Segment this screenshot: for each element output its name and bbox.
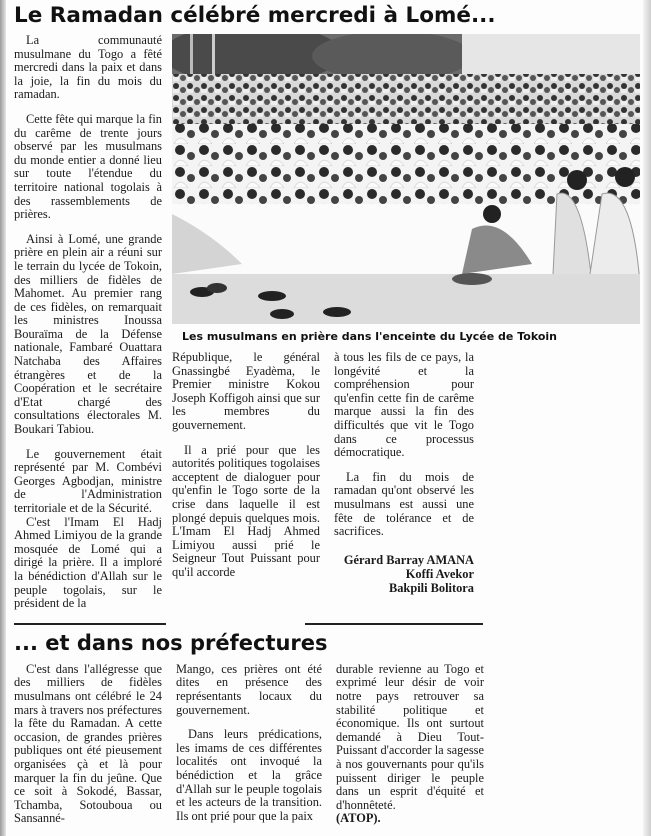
section-divider-right [305,623,483,625]
paragraph: République, le général Gnassingbé Eyadèma, le Premier ministre Kokou Joseph Koffigoh ainsi que sur les membres du gouvernement. [172,350,320,432]
author-name: Gérard Barray AMANA [343,552,474,567]
author-name: Koffi Avekor [405,566,474,581]
news-agency-source: (ATOP). [336,811,381,826]
article2-column-1 [14,663,162,826]
section-divider [14,619,639,629]
article-headline: Le Ramadan célébré mercredi à Lomé... [14,3,496,28]
article1-column-3 [334,351,474,539]
paragraph: C'est dans l'allégresse que des milliers de fidèles musulmans ont célébré le 24 mars à travers nos préfectures la fête du Ramadan. A cette occasion, de grandes prières publiques ont été pieusement organisées çà et là pour marquer la fin du jeûne. Que ce soit à Sokodé, Bassar, Tchamba, Sotouboua ou Sansanné- [14,661,162,826]
article1-column-3-wrap [334,351,474,595]
article1-column-2 [172,351,320,595]
article1-body [14,34,639,611]
article1-column-1 [14,34,162,611]
article2-column-3 [336,663,484,826]
article2-headline: ... et dans nos préfectures [14,630,328,655]
paragraph: à tous les fils de ce pays, la longévité et la compréhension pour qu'enfin cette fin de carême marque aussi la fin des difficultés que vit le Togo dans ce processus démocratique. [334,350,474,460]
paragraph: Le gouvernement était représenté par M. Combévi Georges Agbodjan, ministre de l'Administration territoriale et de la Sécurité. [14,446,162,515]
article2-body [14,663,639,826]
crowd-prayer-photo [172,34,640,324]
paragraph: Mango, ces prières ont été dites en présence des représentants locaux du gouvernement. [176,661,322,717]
paragraph: Dans leurs prédications, les imams de ces différentes localités ont invoqué la bénédiction et la grâce d'Allah sur le peuple togolais et les acteurs de la transition. Ils ont prié pour que la paix [176,727,322,823]
paragraph: La communauté musulmane du Togo a fêté mercredi dans la paix et dans la joie, la fin du mois du ramadan. [14,33,162,102]
paragraph: La fin du mois de ramadan qu'ont observé les musulmans est aussi une fête de tolérance et de sacrifices. [334,469,474,539]
paragraph: Il a prié pour que les autorités politiques togolaises acceptent de dialoguer pour qu'enfin le Togo sorte de la crise dans laquelle il est plongé depuis quelques mois. L'Imam El Hadj Ahmed Limiyou aussi prié le Seigneur Tout Puissant pour qu'il accorde [172,442,320,579]
paragraph: Cette fête qui marque la fin du carême de trente jours observé par les musulmans du monde entier a donné lieu sur toute l'étendue du territoire national togolais à des rassemblements de prières. [14,111,162,222]
paragraph: C'est l'Imam El Hadj Ahmed Limiyou de la grande mosquée de Lomé qui a dirigé la prière. Il a imploré la bénédiction d'Allah sur le peuple togolais, sur le président de la [14,514,162,611]
section-divider-left [14,623,166,625]
article1-lower-columns [172,351,640,595]
article-photo [172,34,640,324]
author-name: Bakpili Bolitora [388,580,474,595]
article2-column-2 [176,663,322,824]
paragraph: Ainsi à Lomé, une grande prière en plein air a réuni sur le terrain du lycée de Tokoin, des milliers de fidèles de Mahomet. Au premier rang de ces fidèles, on remarquait les ministres Inoussa Bouraïma de la Défense nationale, Fambaré Ouattara Natchaba des Affaires étrangères et de la Coopération et le secrétaire d'Etat chargé des consultations électorales M. Boukari Tabiou. [14,231,162,437]
photo-caption: Les musulmans en prière dans l'enceinte du Lycée de Tokoin [182,330,557,343]
article1-right-block [172,34,640,595]
paragraph: durable revienne au Togo et exprimé leur désir de voir notre pays retrouver sa stabilité politique et économique. Ils ont surtout demandé à Dieu Tout-Puissant d'accorder la sagesse à nos gouvernants pour qu'ils puissent diriger le peuple dans un esprit d'équité et d'honnêteté. [336,661,484,812]
author-signatures [334,553,474,595]
